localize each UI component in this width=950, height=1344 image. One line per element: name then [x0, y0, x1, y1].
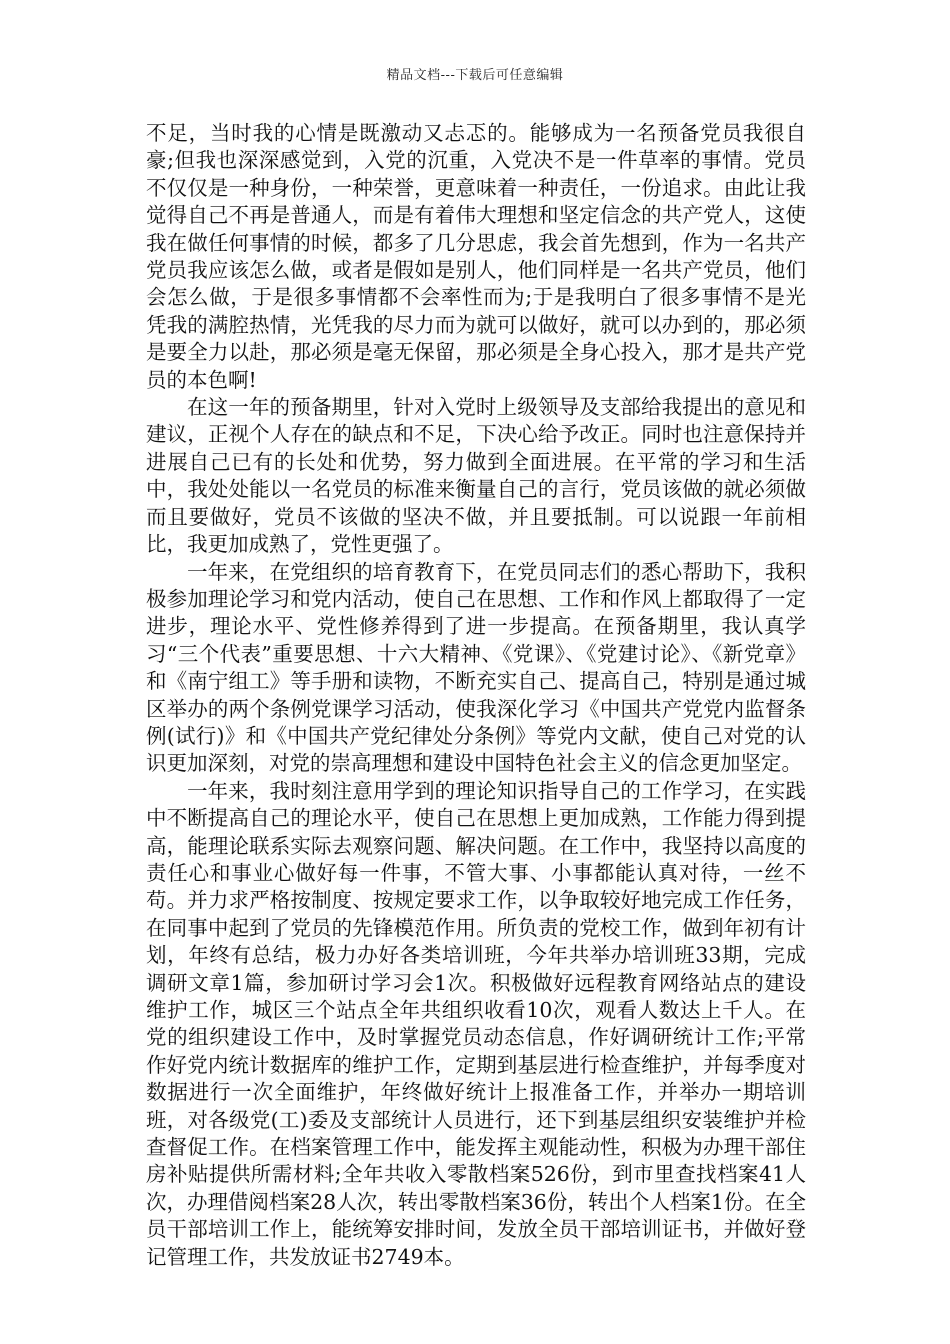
paragraph-4: 一年来，我时刻注意用学到的理论知识指导自己的工作学习，在实践中不断提高自己的理论水平，使自己在思想上更加成熟，工作能力得到提高，能理论联系实际去观察问题、解决问题。在工作中，我坚持以高度的责任心和事业心做好每一件事，不管大事、小事都能认真对待，一丝不苟。并力求严格按制度、按规定要求工作，以争取较好地完成工作任务，在同事中起到了党员的先锋模范作用。所负责的党校工作，做到年初有计划，年终有总结，极力办好各类培训班，今年共举办培训班33期，完成调研文章1篇，参加研讨学习会1次。积极做好远程教育网络站点的建设维护工作，城区三个站点全年共组织收看10次，观看人数达上千人。在党的组织建设工作中，及时掌握党员动态信息，作好调研统计工作;平常作好党内统计数据库的维护工作，定期到基层进行检查维护，并每季度对数据进行一次全面维护，年终做好统计上报准备工作，并举办一期培训班，对各级党(工)委及支部统计人员进行，还下到基层组织安装维护并检查督促工作。在档案管理工作中，能发挥主观能动性，积极为办理干部住房补贴提供所需材料;全年共收入零散档案526份，到市里查找档案41人次，办理借阅档案28人次，转出零散档案36份，转出个人档案1份。在全员干部培训工作上，能统筹安排时间，发放全员干部培训证书，并做好登记管理工作，共发放证书2749本。: [146, 778, 806, 1269]
paragraph-2: 在这一年的预备期里，针对入党时上级领导及支部给我提出的意见和建议，正视个人存在的缺点和不足，下决心给予改正。同时也注意保持并进展自己已有的长处和优势，努力做到全面进展。在平常的学习和生活中，我处处能以一名党员的标准来衡量自己的言行，党员该做的就必须做而且要做好，党员不该做的坚决不做，并且要抵制。可以说跟一年前相比，我更加成熟了，党性更强了。: [146, 395, 806, 557]
paragraph-3: 一年来，在党组织的培育教育下，在党员同志们的悉心帮助下，我积极参加理论学习和党内活动，使自己在思想、工作和作风上都取得了一定进步，理论水平、党性修养得到了进一步提高。在预备期里，我认真学习“三个代表”重要思想、十六大精神、《党课》、《党建讨论》、《新党章》和《南宁组工》等手册和读物，不断充实自己、提高自己，特别是通过城区举办的两个条例党课学习活动，使我深化学习《中国共产党党内监督条例(试行)》和《中国共产党纪律处分条例》等党内文献，使自己对党的认识更加深刻，对党的崇高理想和建设中国特色社会主义的信念更加坚定。: [146, 559, 806, 776]
page-header: 精品文档---下载后可任意编辑: [386, 68, 564, 83]
paragraph-1: 不足，当时我的心情是既激动又忐忑的。能够成为一名预备党员我很自豪;但我也深深感觉到，入党的沉重，入党决不是一件草率的事情。党员不仅仅是一种身份，一种荣誉，更意味着一种责任，一份追求。由此让我觉得自己不再是普通人，而是有着伟大理想和坚定信念的共产党人，这使我在做任何事情的时候，都多了几分思虑，我会首先想到，作为一名共产党员我应该怎么做，或者是假如是别人，他们同样是一名共产党员，他们会怎么做，于是很多事情都不会率性而为;于是我明白了很多事情不是光凭我的满腔热情，光凭我的尽力而为就可以做好，就可以办到的，那必须是要全力以赴，那必须是毫无保留，那必须是全身心投入，那才是共产党员的本色啊!: [146, 121, 806, 392]
document-body: [146, 120, 806, 1271]
